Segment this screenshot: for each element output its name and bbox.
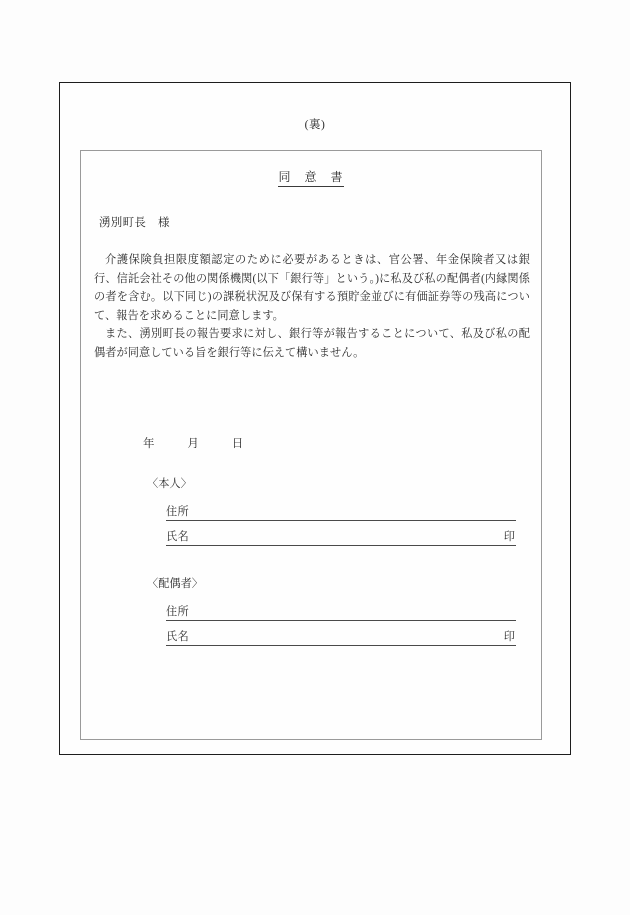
addressee-line: 湧別町長 様 [99,217,170,229]
spouse-address-label: 住所 [166,606,189,618]
consent-body [94,251,530,363]
document-title [81,168,541,187]
consent-paragraph-2: また、湧別町長の報告要求に対し、銀行等が報告することについて、私及び私の配偶者が同意している旨を銀行等に伝えて構いません。 [94,328,530,359]
form-content-box [80,150,542,740]
spouse-name-label: 氏名 [166,631,189,643]
signature-group-self-label: 〈本人〉 [147,478,192,490]
signature-group-spouse-label: 〈配偶者〉 [147,578,203,590]
printed-page-frame [59,82,571,755]
self-address-field[interactable] [166,499,516,521]
consent-paragraph-1: 介護保険負担限度額認定のために必要があるときは、官公署、年金保険者又は銀行、信託会社その他の関係機関(以下「銀行等」という。)に私及び私の配偶者(内縁関係の者を含む。以下同じ)の課税状況及び保有する預貯金並びに有価証券等の残高について、報告を求めることに同意します。 [94,254,530,322]
date-day-label: 日 [231,438,244,450]
self-seal-icon: 印 [503,531,515,543]
date-year-label: 年 [143,438,155,450]
document-title-text: 同 意 書 [278,168,343,187]
self-address-label: 住所 [166,506,189,518]
spouse-name-field[interactable] [166,624,516,646]
spouse-seal-icon: 印 [503,631,515,643]
spouse-address-field[interactable] [166,599,516,621]
self-name-label: 氏名 [166,531,189,543]
self-name-field[interactable] [166,524,516,546]
date-month-label: 月 [187,438,199,450]
date-entry-line [143,435,243,451]
sheet-side-label: (裏) [304,119,326,131]
